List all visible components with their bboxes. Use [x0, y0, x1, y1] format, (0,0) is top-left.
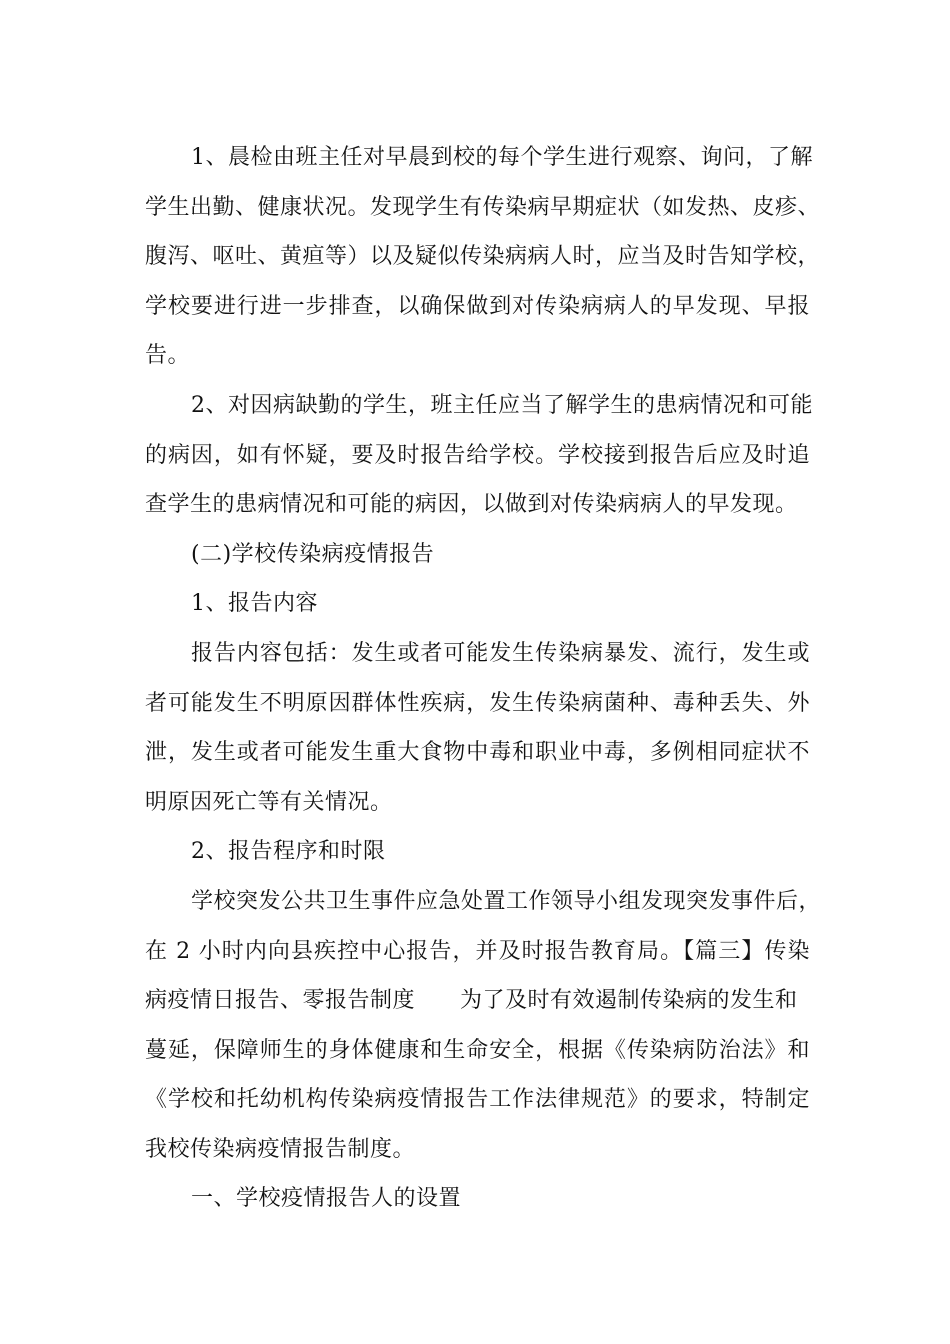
paragraph-line: 的病因，如有怀疑，要及时报告给学校。学校接到报告后应及时追	[145, 442, 810, 468]
paragraph-line: 我校传染病疫情报告制度。	[145, 1136, 416, 1162]
subsection-heading: 1、报告内容	[191, 591, 318, 617]
paragraph-line: 《学校和托幼机构传染病疫情报告工作法律规范》的要求，特制定	[145, 1087, 810, 1113]
paragraph-line: 病疫情日报告、零报告制度 为了及时有效遏制传染病的发生和	[145, 988, 798, 1014]
subsection-heading: 2、报告程序和时限	[191, 839, 386, 865]
paragraph-line: 告。	[145, 343, 191, 369]
paragraph-line: 学校要进行进一步排查，以确保做到对传染病病人的早发现、早报	[145, 293, 810, 319]
paragraph-line: 2、对因病缺勤的学生，班主任应当了解学生的患病情况和可能	[191, 392, 813, 418]
paragraph-line: 1、晨检由班主任对早晨到校的每个学生进行观察、询问，了解	[191, 145, 813, 170]
paragraph-line: 蔓延，保障师生的身体健康和生命安全，根据《传染病防治法》和	[145, 1037, 810, 1063]
paragraph-line: 学生出勤、健康状况。发现学生有传染病早期症状（如发热、皮疹、	[145, 194, 821, 220]
paragraph-line: 者可能发生不明原因群体性疾病，发生传染病菌种、毒种丢失、外	[145, 690, 810, 716]
document-body	[145, 133, 822, 1224]
paragraph-line: 学校突发公共卫生事件应急处置工作领导小组发现突发事件后，	[191, 888, 822, 914]
section-heading: 一、学校疫情报告人的设置	[191, 1186, 462, 1212]
paragraph-line: 泄，发生或者可能发生重大食物中毒和职业中毒，多例相同症状不	[145, 740, 810, 766]
paragraph-line: 明原因死亡等有关情况。	[145, 789, 393, 815]
paragraph-line: 腹泻、呕吐、黄疸等）以及疑似传染病病人时，应当及时告知学校，	[145, 244, 821, 270]
paragraph-line: 查学生的患病情况和可能的病因，以做到对传染病病人的早发现。	[145, 492, 798, 518]
paragraph-line: 报告内容包括：发生或者可能发生传染病暴发、流行，发生或	[191, 640, 810, 666]
section-heading: (二)学校传染病疫情报告	[191, 541, 435, 567]
paragraph-line: 在 2 小时内向县疾控中心报告，并及时报告教育局。【篇三】传染	[145, 938, 810, 964]
